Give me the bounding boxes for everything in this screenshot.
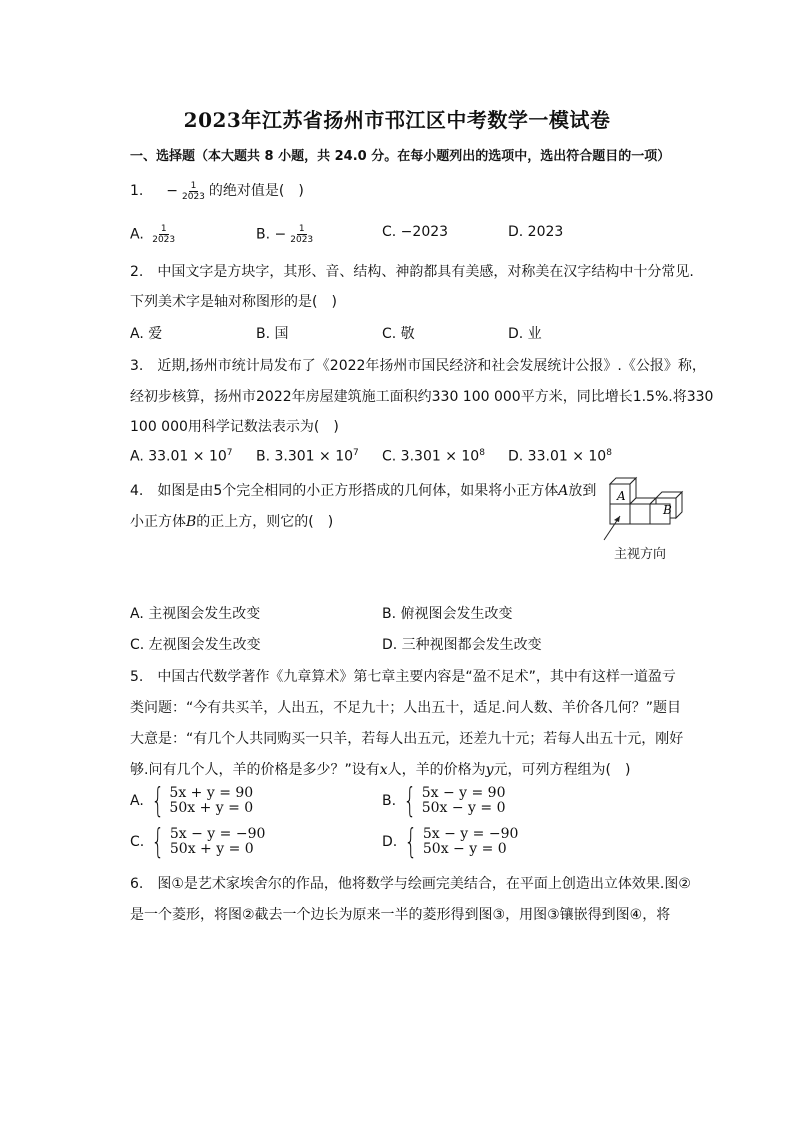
question-1-option-a [130,224,179,245]
question-5-option-a [130,781,254,821]
question-4-line-1 [130,480,596,500]
question-4-option-b: B. 俯视图会发生改变 [382,606,513,622]
question-5-line-4 [130,759,630,779]
option-label: B. [382,793,397,809]
question-3-line-1: 3. 近期,扬州市统计局发布了《2022年扬州市国民经济和社会发展统计公报》.《公报》称， [130,358,706,374]
brace-icon: { [151,822,165,862]
option-text: D. 33.01 × 10 [508,448,607,465]
option-label: A. [130,793,144,809]
question-1-option-b [256,224,317,245]
question-5-text: 元，可列方程组为( ) [493,762,631,778]
question-3-line-3: 100 000用科学记数法表示为( ) [130,419,339,435]
brace-icon: { [404,822,418,862]
question-4-line-2 [130,511,333,531]
question-6-line-1: 6. 图①是艺术家埃舍尔的作品，他将数学与绘画完美结合，在平面上创造出立体效果.图② [130,876,691,892]
question-4-text: 4. 如图是由5个完全相同的小正方形搭成的几何体，如果将小正方体 [130,483,559,499]
question-5-line-2: 类问题：“今有共买羊，人出五，不足九十；人出五十，适足.问人数、羊价各几何？”题目 [130,700,681,716]
option-exponent: 8 [479,448,485,458]
equation-row: 50x − y = 0 [421,800,506,816]
question-1-minus: − [166,183,178,199]
option-label: B. [256,226,271,243]
fraction-numerator: 1 [160,224,167,234]
option-text: C. 3.301 × 10 [382,448,480,465]
cube-front-2 [630,504,650,524]
variable-x: x [379,762,388,778]
question-1-option-c: C. −2023 [382,224,449,240]
question-1-option-d: D. 2023 [508,224,564,240]
variable-b: B [186,514,197,530]
option-b-minus: − [274,226,287,243]
option-text: A. 33.01 × 10 [130,448,227,465]
question-2-line-1: 2. 中国文字是方块字，其形、音、结构、神韵都具有美感，对称美在汉字结构中十分常见. [130,264,694,280]
question-4-text: 放到 [568,483,597,499]
option-exponent: 7 [226,448,233,458]
variable-y: y [485,762,494,778]
question-2-option-c: C. 敬 [382,326,415,342]
option-text: B. 3.301 × 10 [256,448,354,465]
question-6-line-2: 是一个菱形，将图②截去一个边长为原来一半的菱形得到图③，用图③镶嵌得到图④，将 [130,907,671,923]
question-1-stem [130,180,304,202]
option-label: A. [130,226,144,243]
equation-row: 5x − y = −90 [169,826,266,842]
question-4-option-d: D. 三种视图都会发生改变 [382,637,542,653]
figure-caption: 主视方向 [614,547,667,562]
question-4-text: 小正方体 [130,514,186,530]
equation-system [130,781,254,821]
equation-system [382,822,519,862]
fraction-numerator: 1 [190,180,197,191]
variable-a: A [558,483,569,499]
question-4-option-c: C. 左视图会发生改变 [130,637,261,653]
question-3-line-2: 经初步核算，扬州市2022年房屋建筑施工面积约330 100 000平方米，同比增长1.5%.将330 [130,389,714,405]
equation-row: 50x + y = 0 [169,841,254,857]
fraction-denominator: 2023 [152,235,176,245]
question-3-option-d [508,448,612,465]
section-heading: 一、选择题（本大题共 8 小题，共 24.0 分。在每小题列出的选项中，选出符合题目的一项） [130,149,671,164]
equation-row: 5x − y = 90 [421,785,506,801]
question-5-line-1: 5. 中国古代数学著作《九章算术》第七章主要内容是“盈不足术”，其中有这样一道盈亏 [130,669,676,685]
question-5-text: 人，羊的价格为 [387,762,486,778]
equation-row: 50x + y = 0 [169,800,254,816]
fraction-denominator: 2023 [290,235,314,245]
question-1-text: 的绝对值是( ) [208,183,304,199]
equation-row: 5x − y = −90 [422,826,519,842]
equation-system [382,781,506,821]
brace-icon: { [403,781,417,821]
fraction-denominator: 2023 [182,191,205,202]
cube-label-b: B [663,503,672,517]
question-2-option-d: D. 业 [508,326,542,342]
question-2-option-a: A. 爱 [130,326,163,342]
option-exponent: 8 [606,448,612,458]
exam-title: 2023年江苏省扬州市邗江区中考数学一模试卷 [183,108,611,132]
option-a-fraction [150,224,177,245]
equation-row: 5x + y = 90 [169,785,254,801]
equation-system [130,822,266,862]
question-3-option-a [130,448,233,465]
question-4-text: 的正上方，则它的( ) [196,514,334,530]
question-3-option-c [382,448,485,465]
equation-row: 50x − y = 0 [422,841,507,857]
fraction-numerator: 1 [298,224,305,234]
question-1-number: 1. [130,183,144,199]
brace-icon: { [151,781,165,821]
cube-label-a: A [617,489,626,503]
question-2-option-b: B. 国 [256,326,289,342]
question-5-text: 够.问有几个人，羊的价格是多少？”设有 [130,762,380,778]
option-b-fraction [288,224,315,245]
question-5-line-3: 大意是：“有几个人共同购买一只羊，若每人出五元，还差九十元；若每人出五十元，刚好 [130,731,684,747]
question-2-line-2: 下列美术字是轴对称图形的是( ) [130,294,337,310]
question-1-fraction [180,181,207,202]
option-label: C. [130,834,145,850]
question-4-option-a: A. 主视图会发生改变 [130,606,261,622]
option-label: D. [382,834,398,850]
question-5-option-d [382,822,519,862]
option-exponent: 7 [353,448,359,458]
question-3-option-b [256,448,359,465]
cube-front-1 [610,504,630,524]
question-5-option-b [382,781,506,821]
question-5-option-c [130,822,266,862]
